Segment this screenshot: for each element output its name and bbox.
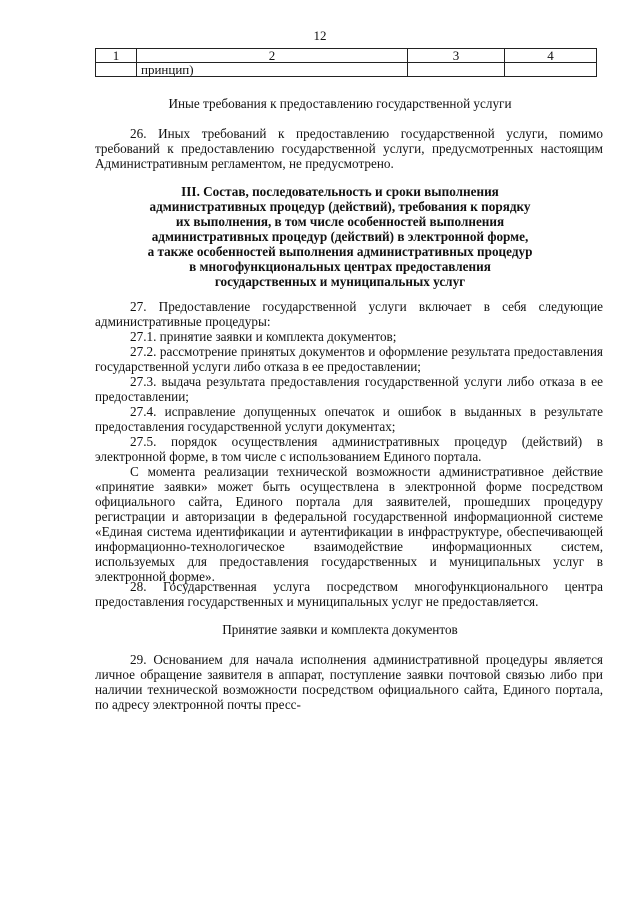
table-cell bbox=[96, 63, 137, 77]
paragraph-26: 26. Иных требований к предоставлению государственной услуги, помимо требований к предоставлению государственной услуги, предусмотренных настоящим Административным регламентом, не предусмотрено. bbox=[95, 126, 603, 171]
table-header-cell: 3 bbox=[408, 49, 505, 63]
paragraph-28: 28. Государственная услуга посредством многофункционального центра предоставления государственных и муниципальных услуг не предоставляется. bbox=[95, 579, 603, 609]
paragraph-27: 27. Предоставление государственной услуги включает в себя следующие административные процедуры: bbox=[95, 299, 603, 329]
paragraph-27-3: 27.3. выдача результата предоставления государственной услуги либо отказа в ее предоставлении; bbox=[95, 374, 603, 404]
section-heading-accept-application: Принятие заявки и комплекта документов bbox=[222, 622, 458, 637]
table-header-cell: 4 bbox=[505, 49, 597, 63]
table-cell: принцип) bbox=[137, 63, 408, 77]
table-row bbox=[96, 63, 597, 77]
paragraph-electronic-form: С момента реализации технической возможности административное действие «принятие заявки» может быть осуществлена в электронной форме посредством официального сайта, Единого портала для заявителей, прошедших процедуру регистрации и авторизации в федеральной государственной информационной системе «Единая система идентификации и аутентификации в инфраструктуре, обеспечивающей информационно-технологическое взаимодействие информационных систем, используемых для предоставления государственных и муниципальных услуг в электронной форме». bbox=[95, 464, 603, 584]
paragraph-29: 29. Основанием для начала исполнения административной процедуры является личное обращение заявителя в аппарат, поступление заявки почтовой связью либо при наличии технической возможности посредством официального сайта, Единого портала, по адресу электронной почты пресс- bbox=[95, 652, 603, 712]
table-cell bbox=[505, 63, 597, 77]
table-header-row bbox=[96, 49, 597, 63]
section-heading-iii: III. Состав, последовательность и сроки выполнения административных процедур (действий), требования к порядку их выполнения, в том числе особенностей выполнения административных процедур (действий) в электронной форме, а также особенностей выполнения административных процедур в многофункциональных центрах предоставления государственных и муниципальных услуг bbox=[147, 184, 533, 289]
paragraph-27-4: 27.4. исправление допущенных опечаток и ошибок в выданных в результате предоставления государственной услуги документах; bbox=[95, 404, 603, 434]
table-cell bbox=[408, 63, 505, 77]
continuation-table bbox=[95, 48, 597, 77]
paragraph-27-2: 27.2. рассмотрение принятых документов и оформление результата предоставления государственной услуги либо отказа в ее предоставлении; bbox=[95, 344, 603, 374]
paragraph-27-1: 27.1. принятие заявки и комплекта документов; bbox=[130, 329, 397, 344]
paragraph-27-5: 27.5. порядок осуществления административных процедур (действий) в электронной форме, в том числе с использованием Единого портала. bbox=[95, 434, 603, 464]
page-number: 12 bbox=[313, 28, 327, 43]
section-heading-other-requirements: Иные требования к предоставлению государственной услуги bbox=[168, 96, 512, 111]
table-header-cell: 1 bbox=[96, 49, 137, 63]
table-header-cell: 2 bbox=[137, 49, 408, 63]
